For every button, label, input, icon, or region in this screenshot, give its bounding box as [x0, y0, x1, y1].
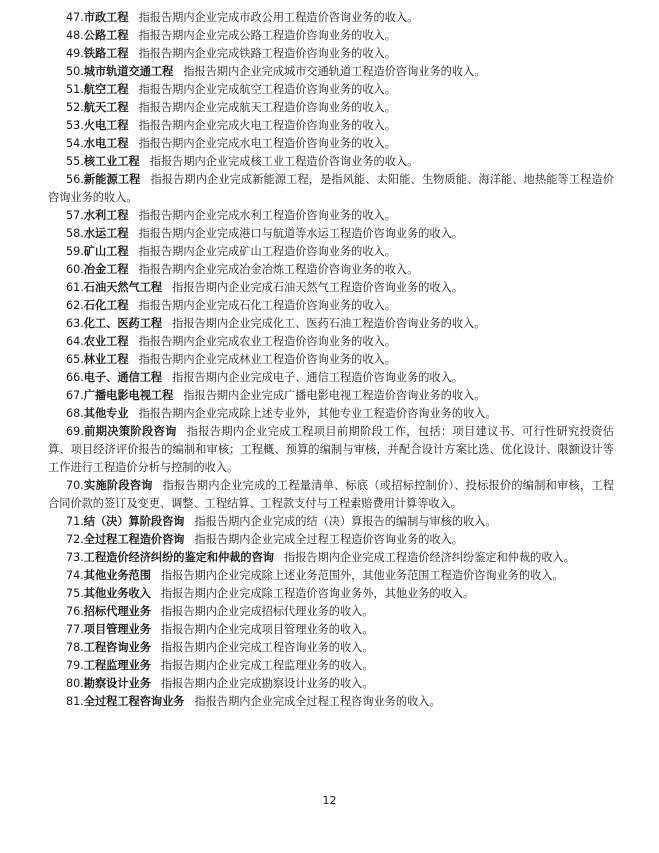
- item-term: 前期决策阶段咨询: [83, 425, 177, 438]
- item-number: 67.: [66, 389, 84, 402]
- item-number: 59.: [66, 245, 84, 258]
- definition-item: [48, 153, 614, 171]
- item-description: 指报告期内企业完成公路工程造价咨询业务的收入。: [138, 29, 396, 42]
- item-term: 招标代理业务: [83, 605, 151, 618]
- item-description: 指报告期内企业完成水利工程造价咨询业务的收入。: [138, 209, 396, 222]
- item-description: 指报告期内企业完成水电工程造价咨询业务的收入。: [138, 137, 396, 150]
- item-description: 指报告期内企业完成除工程造价咨询业务外，其他业务的收入。: [160, 587, 475, 600]
- definition-item: [48, 135, 614, 153]
- item-number: 49.: [66, 47, 84, 60]
- item-number: 72.: [66, 533, 84, 546]
- item-number: 77.: [66, 623, 84, 636]
- item-description: 指报告期内企业完成工程项目前期阶段工作，包括：项目建议书、可行性研究投资估算、项目经济评价报告的编制和审核；工程概、预算的编制与审核，并配合设计方案比选、优化设计、限额设计等工作进行工程造价分析与控制的收入。: [48, 425, 614, 474]
- item-number: 61.: [66, 281, 84, 294]
- definition-item: [48, 603, 614, 621]
- definition-item: [48, 99, 614, 117]
- item-number: 76.: [66, 605, 84, 618]
- item-number: 79.: [66, 659, 84, 672]
- item-description: 指报告期内企业完成的结（决）算报告的编制与审核的收入。: [194, 515, 497, 528]
- item-number: 52.: [66, 101, 84, 114]
- item-term: 公路工程: [83, 29, 129, 42]
- item-number: 71.: [66, 515, 84, 528]
- definition-item: [48, 333, 614, 351]
- definition-item: [48, 171, 614, 207]
- item-description: 指报告期内企业完成农业工程造价咨询业务的收入。: [138, 335, 396, 348]
- item-description: 指报告期内企业完成石化工程造价咨询业务的收入。: [138, 299, 396, 312]
- definition-item: [48, 207, 614, 225]
- item-term: 城市轨道交通工程: [83, 65, 174, 78]
- item-term: 工程监理业务: [83, 659, 151, 672]
- item-number: 62.: [66, 299, 84, 312]
- item-term: 农业工程: [83, 335, 129, 348]
- item-description: 指报告期内企业完成全过程工程咨询业务的收入。: [194, 695, 441, 708]
- item-description: 指报告期内企业完成铁路工程造价咨询业务的收入。: [138, 47, 396, 60]
- item-number: 78.: [66, 641, 84, 654]
- item-number: 51.: [66, 83, 84, 96]
- definition-item: [48, 45, 614, 63]
- definition-item: [48, 225, 614, 243]
- definition-item: [48, 351, 614, 369]
- item-term: 工程造价经济纠纷的鉴定和仲裁的咨询: [83, 551, 274, 564]
- item-number: 81.: [66, 695, 84, 708]
- definition-item: [48, 27, 614, 45]
- item-description: 指报告期内企业完成全过程工程造价咨询业务的收入。: [194, 533, 464, 546]
- item-description: 指报告期内企业完成石油天然气工程造价咨询业务的收入。: [172, 281, 464, 294]
- item-number: 64.: [66, 335, 84, 348]
- item-term: 航空工程: [83, 83, 129, 96]
- item-description: 指报告期内企业完成城市交通轨道工程造价咨询业务的收入。: [183, 65, 486, 78]
- item-description: 指报告期内企业完成招标代理业务的收入。: [160, 605, 374, 618]
- definition-item: [48, 531, 614, 549]
- item-term: 工程咨询业务: [83, 641, 151, 654]
- document-page: [48, 9, 614, 711]
- item-term: 火电工程: [83, 119, 129, 132]
- item-term: 电子、通信工程: [83, 371, 163, 384]
- item-number: 65.: [66, 353, 84, 366]
- item-term: 其他业务范围: [83, 569, 151, 582]
- definition-item: [48, 279, 614, 297]
- item-number: 50.: [66, 65, 84, 78]
- item-term: 实施阶段咨询: [83, 479, 153, 492]
- item-term: 广播电影电视工程: [83, 389, 174, 402]
- definition-item: [48, 405, 614, 423]
- definition-item: [48, 243, 614, 261]
- item-term: 水电工程: [83, 137, 129, 150]
- item-description: 指报告期内企业完成广播电影电视工程造价咨询业务的收入。: [183, 389, 486, 402]
- definition-item: [48, 81, 614, 99]
- item-term: 项目管理业务: [83, 623, 151, 636]
- definition-item: [48, 387, 614, 405]
- item-description: 指报告期内企业完成除上述业务范围外，其他业务范围工程造价咨询业务的收入。: [160, 569, 564, 582]
- item-description: 指报告期内企业完成工程咨询业务的收入。: [160, 641, 374, 654]
- item-description: 指报告期内企业完成电子、通信工程造价咨询业务的收入。: [172, 371, 464, 384]
- definition-item: [48, 297, 614, 315]
- item-number: 53.: [66, 119, 84, 132]
- item-term: 铁路工程: [83, 47, 129, 60]
- item-term: 其他专业: [83, 407, 129, 420]
- item-number: 73.: [66, 551, 84, 564]
- definition-item: [48, 657, 614, 675]
- definition-item: [48, 639, 614, 657]
- item-term: 石化工程: [83, 299, 129, 312]
- definition-item: [48, 9, 614, 27]
- item-term: 林业工程: [83, 353, 129, 366]
- item-number: 55.: [66, 155, 84, 168]
- item-description: 指报告期内企业完成火电工程造价咨询业务的收入。: [138, 119, 396, 132]
- item-term: 化工、医药工程: [83, 317, 163, 330]
- item-term: 全过程工程造价咨询: [83, 533, 185, 546]
- item-term: 勘察设计业务: [83, 677, 151, 690]
- item-description: 指报告期内企业完成航空工程造价咨询业务的收入。: [138, 83, 396, 96]
- definition-item: [48, 261, 614, 279]
- definition-item: [48, 63, 614, 81]
- definition-item: [48, 621, 614, 639]
- page-number: 12: [322, 794, 337, 807]
- item-number: 70.: [66, 479, 84, 492]
- item-description: 指报告期内企业完成新能源工程，是指风能、太阳能、生物质能、海洋能、地热能等工程造价咨询业务的收入。: [48, 173, 614, 204]
- item-description: 指报告期内企业完成航天工程造价咨询业务的收入。: [138, 101, 396, 114]
- definition-item: [48, 477, 614, 513]
- definition-item: [48, 369, 614, 387]
- item-number: 57.: [66, 209, 84, 222]
- item-number: 54.: [66, 137, 84, 150]
- definition-item: [48, 423, 614, 477]
- definition-item: [48, 315, 614, 333]
- definition-item: [48, 585, 614, 603]
- definition-item: [48, 675, 614, 693]
- item-term: 核工业工程: [83, 155, 140, 168]
- item-term: 航天工程: [83, 101, 129, 114]
- item-number: 80.: [66, 677, 84, 690]
- item-term: 冶金工程: [83, 263, 129, 276]
- item-description: 指报告期内企业完成勘察设计业务的收入。: [160, 677, 374, 690]
- item-description: 指报告期内企业完成港口与航道等水运工程造价咨询业务的收入。: [138, 227, 464, 240]
- definition-list: [48, 9, 614, 711]
- item-description: 指报告期内企业完成矿山工程造价咨询业务的收入。: [138, 245, 396, 258]
- item-description: 指报告期内企业完成项目管理业务的收入。: [160, 623, 374, 636]
- item-term: 水运工程: [83, 227, 129, 240]
- item-number: 48.: [66, 29, 84, 42]
- item-description: 指报告期内企业完成林业工程造价咨询业务的收入。: [138, 353, 396, 366]
- item-number: 68.: [66, 407, 84, 420]
- item-description: 指报告期内企业完成工程造价经济纠纷鉴定和仲裁的收入。: [284, 551, 575, 564]
- item-description: 指报告期内企业完成核工业工程造价咨询业务的收入。: [149, 155, 419, 168]
- item-number: 60.: [66, 263, 84, 276]
- item-term: 石油天然气工程: [83, 281, 163, 294]
- definition-item: [48, 117, 614, 135]
- item-number: 63.: [66, 317, 84, 330]
- item-number: 58.: [66, 227, 84, 240]
- item-term: 全过程工程咨询业务: [83, 695, 185, 708]
- item-term: 其他业务收入: [83, 587, 151, 600]
- definition-item: [48, 567, 614, 585]
- definition-item: [48, 693, 614, 711]
- item-term: 新能源工程: [83, 173, 141, 186]
- item-term: 市政工程: [83, 11, 129, 24]
- item-description: 指报告期内企业完成市政公用工程造价咨询业务的收入。: [138, 11, 419, 24]
- item-number: 56.: [66, 173, 84, 186]
- definition-item: [48, 549, 614, 567]
- item-description: 指报告期内企业完成冶金冶炼工程造价咨询业务的收入。: [138, 263, 419, 276]
- item-number: 69.: [66, 425, 84, 438]
- item-term: 矿山工程: [83, 245, 129, 258]
- item-number: 66.: [66, 371, 84, 384]
- definition-item: [48, 513, 614, 531]
- item-term: 结（决）算阶段咨询: [83, 515, 185, 528]
- item-term: 水利工程: [83, 209, 129, 222]
- item-description: 指报告期内企业完成化工、医药石油工程造价咨询业务的收入。: [172, 317, 486, 330]
- item-number: 47.: [66, 11, 84, 24]
- item-number: 75.: [66, 587, 84, 600]
- item-description: 指报告期内企业完成工程监理业务的收入。: [160, 659, 374, 672]
- item-description: 指报告期内企业完成的工程量清单、标底（或招标控制价）、投标报价的编制和审核，工程合同价款的签订及变更、调整、工程结算、工程款支付与工程索赔费用计算等收入。: [48, 479, 614, 510]
- item-number: 74.: [66, 569, 84, 582]
- item-description: 指报告期内企业完成除上述专业外，其他专业工程造价咨询业务的收入。: [138, 407, 497, 420]
